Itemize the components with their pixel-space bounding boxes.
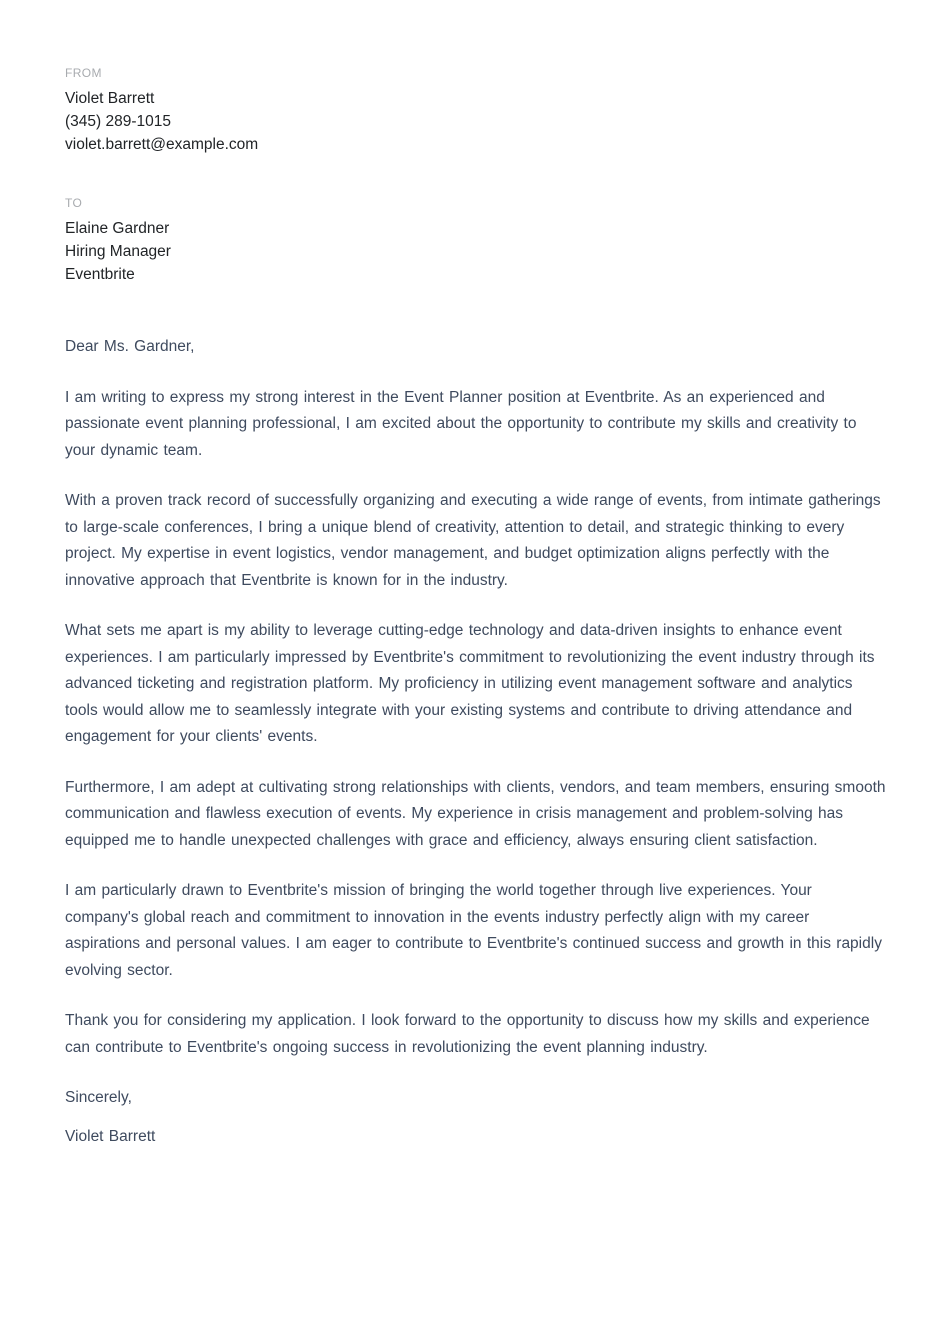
sender-email: violet.barrett@example.com (65, 136, 259, 153)
paragraph-3: What sets me apart is my ability to leverage cutting-edge technology and data-driven insights to enhance event experiences. I am particularly impressed by Eventbrite's commitment to revolutionizing the event industry through its advanced ticketing and registration platform. My proficiency in utilizing event management software and analytics tools would allow me to seamlessly integrate with your existing systems and contribute to driving attendance and engagement for your clients' events. (65, 622, 875, 745)
paragraph-5: I am particularly drawn to Eventbrite's mission of bringing the world together through live experiences. Your company's global reach and commitment to innovation in the events industry perfectly align with my career aspirations and personal values. I am eager to contribute to Eventbrite's continued success and growth in this rapidly evolving sector. (65, 882, 882, 979)
sender-phone: (345) 289-1015 (65, 113, 171, 130)
recipient-company: Eventbrite (65, 266, 135, 283)
letter-body (65, 334, 886, 1150)
to-label: TO (65, 196, 83, 210)
recipient-name: Elaine Gardner (65, 220, 170, 237)
from-section (65, 66, 886, 156)
from-label: FROM (65, 66, 102, 80)
paragraph-4: Furthermore, I am adept at cultivating strong relationships with clients, vendors, and team members, ensuring smooth communication and flawless execution of events. My experience in crisis management and problem-solving has equipped me to handle unexpected challenges with grace and efficiency, always ensuring client satisfaction. (65, 778, 886, 849)
paragraph-1: I am writing to express my strong interest in the Event Planner position at Eventbrite. As an experienced and passionate event planning professional, I am excited about the opportunity to contribute my skills and creativity to your dynamic team. (65, 388, 857, 459)
sender-name: Violet Barrett (65, 90, 155, 107)
closing: Sincerely, (65, 1089, 132, 1106)
signature: Violet Barrett (65, 1127, 156, 1145)
recipient-title: Hiring Manager (65, 243, 171, 260)
paragraph-6: Thank you for considering my application. I look forward to the opportunity to discuss how my skills and experience can contribute to Eventbrite's ongoing success in revolutionizing the event planning industry. (65, 1012, 870, 1056)
paragraph-2: With a proven track record of successfully organizing and executing a wide range of events, from intimate gatherings to large-scale conferences, I bring a unique blend of creativity, attention to detail, and strategic thinking to every project. My expertise in event logistics, vendor management, and budget optimization aligns perfectly with the innovative approach that Eventbrite is known for in the industry. (65, 492, 881, 589)
greeting: Dear Ms. Gardner, (65, 338, 195, 355)
to-section (65, 196, 886, 286)
